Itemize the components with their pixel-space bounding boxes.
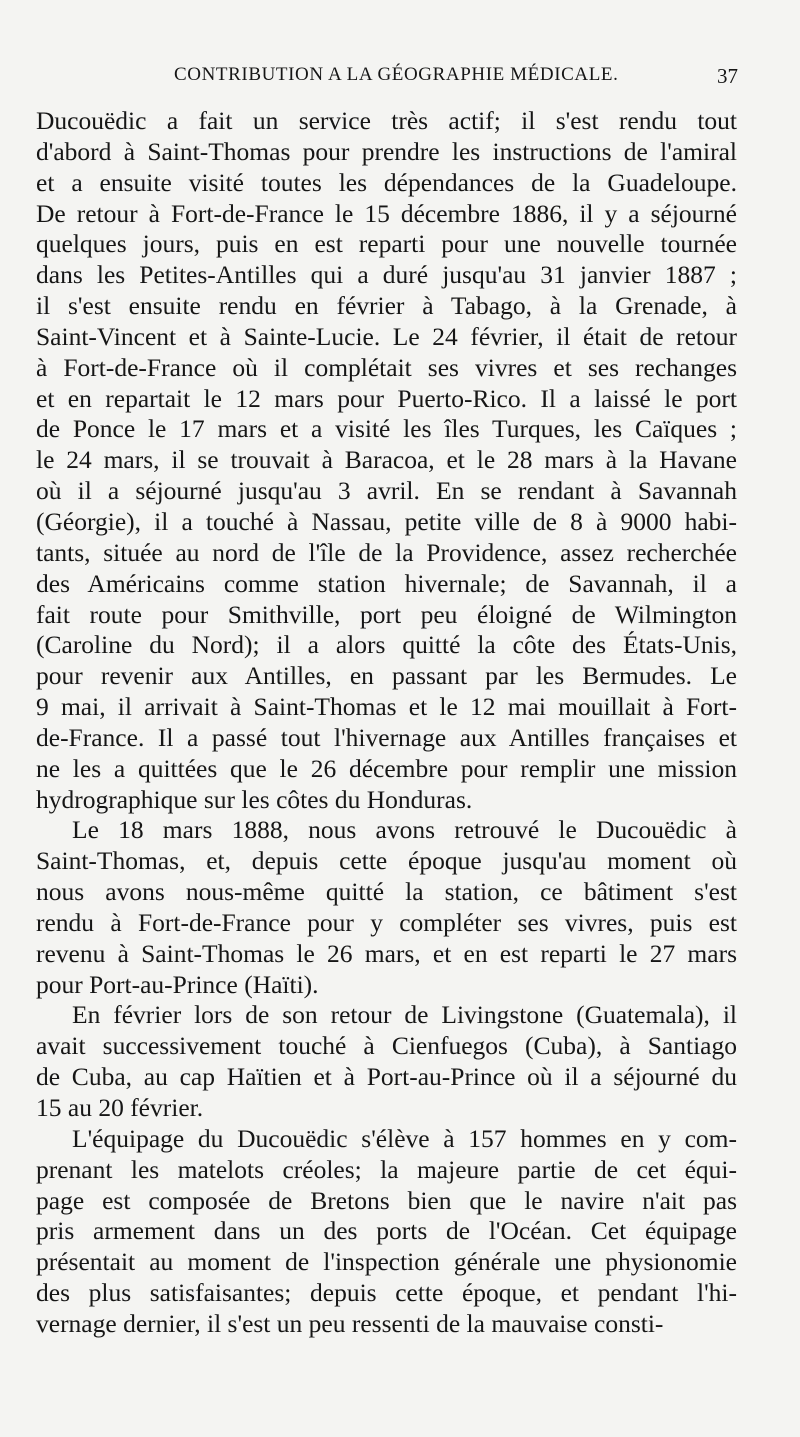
text-line: rendu à Fort-de-France pour y compléter ses vivres, puis est [36, 907, 737, 937]
text-line: L'équipage du Ducouëdic s'élève à 157 hommes en y com- [72, 1123, 737, 1153]
page-number: 37 [717, 64, 738, 88]
paragraph [36, 815, 737, 1000]
text-line: à Fort-de-France où il complétait ses vivres et ses rechanges [36, 352, 737, 382]
text-line: nous avons nous-même quitté la station, ce bâtiment s'est [36, 877, 737, 907]
text-line: (Caroline du Nord); il a alors quitté la côte des États-Unis, [36, 630, 737, 660]
text-line: et a ensuite visité toutes les dépendances de la Guadeloupe. [36, 167, 737, 197]
text-line: 15 au 20 février. [36, 1093, 204, 1122]
text-line: pour Port-au-Prince (Haïti). [36, 969, 319, 999]
text-line: des plus satisfaisantes; depuis cette époque, et pendant l'hi- [36, 1278, 737, 1308]
text-line: (Géorgie), il a touché à Nassau, petite ville de 8 à 9000 habi- [36, 506, 737, 536]
text-line: quelques jours, puis en est reparti pour une nouvelle tournée [36, 229, 737, 259]
paragraph [36, 106, 737, 815]
text-line: vernage dernier, il s'est un peu ressenti de la mauvaise consti- [36, 1308, 664, 1338]
text-line: Ducouëdic a fait un service très actif; il s'est rendu tout [36, 106, 737, 135]
paragraph [36, 1124, 737, 1340]
text-line: page est composée de Bretons bien que le navire n'ait pas [36, 1185, 737, 1215]
text-line: présentait au moment de l'inspection générale une physionomie [36, 1247, 737, 1277]
text-line: revenu à Saint-Thomas le 26 mars, et en est reparti le 27 mars [36, 938, 737, 968]
text-line: hydrographique sur les côtes du Honduras. [36, 784, 473, 814]
text-line: le 24 mars, il se trouvait à Baracoa, et le 28 mars à la Havane [36, 445, 737, 475]
page-header [38, 64, 738, 98]
text-line: avait successivement touché à Cienfuegos (Cuba), à Santiago [36, 1031, 737, 1061]
text-line: ne les a quittées que le 26 décembre pour remplir une mission [36, 753, 737, 783]
paragraph [36, 1000, 737, 1123]
text-line: où il a séjourné jusqu'au 3 avril. En se rendant à Savannah [36, 476, 737, 506]
text-line: des Américains comme station hivernale; de Savannah, il a [36, 568, 737, 598]
text-line: de-France. Il a passé tout l'hivernage aux Antilles françaises et [36, 722, 737, 752]
running-head: CONTRIBUTION A LA GÉOGRAPHIE MÉDICALE. [174, 64, 619, 85]
text-line: dans les Petites-Antilles qui a duré jusqu'au 31 janvier 1887 ; [36, 260, 737, 290]
text-line: d'abord à Saint-Thomas pour prendre les instructions de l'amiral [36, 136, 737, 166]
text-line: pris armement dans un des ports de l'Océan. Cet équipage [36, 1216, 737, 1246]
text-line: Saint-Thomas, et, depuis cette époque jusqu'au moment où [36, 846, 737, 876]
text-line: et en repartait le 12 mars pour Puerto-Rico. Il a laissé le port [36, 383, 737, 413]
text-line: tants, située au nord de l'île de la Providence, assez recherchée [36, 537, 737, 567]
text-line: Le 18 mars 1888, nous avons retrouvé le Ducouëdic à [72, 815, 737, 845]
text-line: pour revenir aux Antilles, en passant par les Bermudes. Le [36, 661, 737, 691]
text-line: fait route pour Smithville, port peu éloigné de Wilmington [36, 599, 737, 629]
text-line: il s'est ensuite rendu en février à Tabago, à la Grenade, à [36, 291, 737, 321]
text-line: prenant les matelots créoles; la majeure partie de cet équi- [36, 1154, 737, 1184]
text-line: Saint-Vincent et à Sainte-Lucie. Le 24 février, il était de retour [36, 321, 737, 351]
text-line: De retour à Fort-de-France le 15 décembre 1886, il y a séjourné [36, 198, 737, 228]
text-line: 9 mai, il arrivait à Saint-Thomas et le 12 mai mouillait à Fort- [36, 692, 737, 722]
text-line: de Cuba, au cap Haïtien et à Port-au-Prince où il a séjourné du [36, 1062, 737, 1092]
body-text [36, 106, 737, 1340]
text-line: En février lors de son retour de Livingstone (Guatemala), il [72, 1000, 737, 1030]
text-line: de Ponce le 17 mars et a visité les îles Turques, les Caïques ; [36, 414, 737, 444]
